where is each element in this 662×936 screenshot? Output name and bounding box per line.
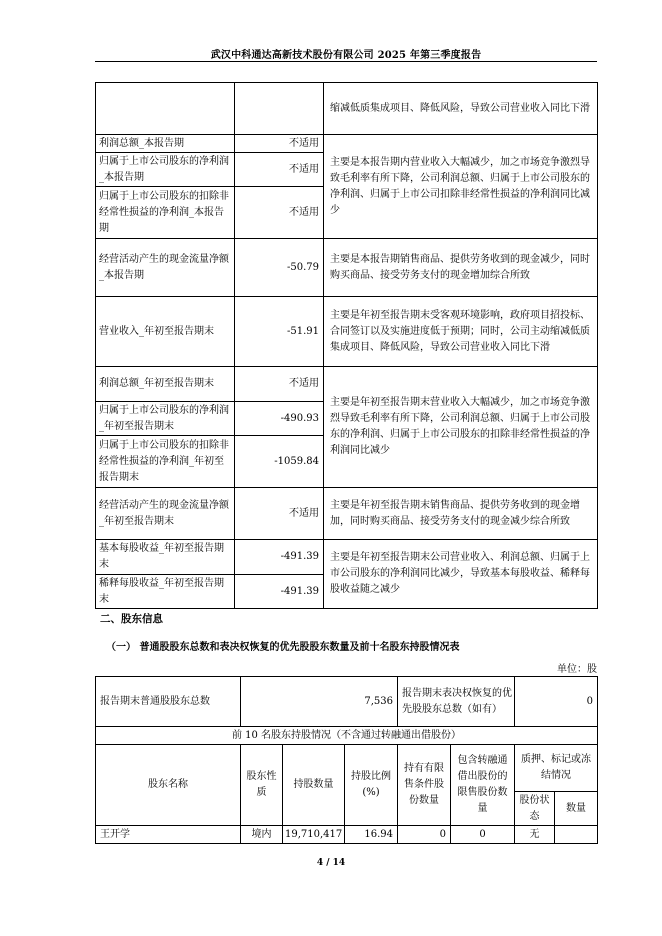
shareholder-pledge-qty <box>555 826 598 844</box>
preferred-shareholders-label: 报告期末表决权恢复的优先股股东总数（如有） <box>398 677 515 727</box>
table-row <box>96 83 598 135</box>
item-label: 归属于上市公司股东的净利润_年初至报告期末 <box>96 402 235 436</box>
item-label: 归属于上市公司股东的扣除非经常性损益的净利润_年初至报告期末 <box>96 436 235 488</box>
unit-label: 单位：股 <box>557 664 597 675</box>
change-reason: 主要是年初至报告期末营业收入大幅减少，加之市场竞争激烈导致毛利率有所下降，公司利润总额、归属于上市公司股东的净利润、归属于上市公司股东的扣除非经常性损益的净利润同比减少 <box>324 367 598 488</box>
table-row <box>96 297 598 367</box>
change-value: 不适用 <box>235 187 324 239</box>
change-value: 不适用 <box>235 367 324 402</box>
change-value: 不适用 <box>235 135 324 153</box>
item-label: 利润总额_年初至报告期末 <box>96 367 235 402</box>
item-label: 经营活动产生的现金流量净额_本报告期 <box>96 239 235 297</box>
shareholder-table <box>95 676 598 844</box>
change-value: -1059.84 <box>235 436 324 488</box>
change-reason-table <box>95 82 598 609</box>
change-value: -50.79 <box>235 239 324 297</box>
table-row <box>96 727 598 745</box>
item-label: 经营活动产生的现金流量净额_年初至报告期末 <box>96 488 235 540</box>
table-row <box>96 135 598 153</box>
change-reason: 缩减低质集成项目、降低风险，导致公司营业收入同比下滑 <box>324 83 598 135</box>
col-header-pledge-qty: 数量 <box>555 792 598 826</box>
change-value: -491.39 <box>235 575 324 609</box>
header-rule <box>95 61 597 62</box>
col-header-restricted: 持有有限售条件股份数量 <box>398 745 451 826</box>
shareholder-pledge-status: 无 <box>515 826 555 844</box>
table-row <box>96 239 598 297</box>
change-reason: 主要是年初至报告期末销售商品、提供劳务收到的现金增加，同时购买商品、接受劳务支付的现金减少综合所致 <box>324 488 598 540</box>
shareholder-name: 王开学 <box>96 826 241 844</box>
top10-title: 前 10 名股东持股情况（不含通过转融通出借股份） <box>96 727 598 745</box>
change-reason: 主要是本报告期内营业收入大幅减少，加之市场竞争激烈导致毛利率有所下降，公司利润总额、归属于上市公司股东的净利润、归属于上市公司扣除非经常性损益的净利润同比减少 <box>324 135 598 239</box>
item-label: 利润总额_本报告期 <box>96 135 235 153</box>
change-value <box>235 83 324 135</box>
change-value: -490.93 <box>235 402 324 436</box>
item-label: 营业收入_年初至报告期末 <box>96 297 235 367</box>
table-row <box>96 745 598 792</box>
change-value: -491.39 <box>235 540 324 575</box>
shareholder-lent: 0 <box>451 826 515 844</box>
change-value: -51.91 <box>235 297 324 367</box>
col-header-lent: 包含转融通借出股份的限售股份数量 <box>451 745 515 826</box>
shareholder-ratio: 16.94 <box>345 826 398 844</box>
item-label: 基本每股收益_年初至报告期末 <box>96 540 235 575</box>
col-header-pledge: 质押、标记或冻结情况 <box>515 745 598 792</box>
section-title: 二、股东信息 <box>100 613 163 625</box>
item-label <box>96 83 235 135</box>
col-header-pledge-status: 股份状态 <box>515 792 555 826</box>
shareholder-shares: 19,710,417 <box>283 826 345 844</box>
item-label: 稀释每股收益_年初至报告期末 <box>96 575 235 609</box>
table-row <box>96 367 598 402</box>
change-reason: 主要是年初至报告期末公司营业收入、利润总额、归属于上市公司股东的净利润同比减少，导致基本每股收益、稀释每股收益随之减少 <box>324 540 598 609</box>
item-label: 归属于上市公司股东的扣除非经常性损益的净利润_本报告期 <box>96 187 235 239</box>
col-header-nature: 股东性质 <box>241 745 283 826</box>
table-row <box>96 677 598 727</box>
total-shareholders-label: 报告期末普通股股东总数 <box>96 677 241 727</box>
col-header-ratio: 持股比例(%) <box>345 745 398 826</box>
change-reason: 主要是本报告期销售商品、提供劳务收到的现金减少，同时购买商品、接受劳务支付的现金增加综合所致 <box>324 239 598 297</box>
page-number: 4 / 14 <box>316 858 346 868</box>
table-row <box>96 488 598 540</box>
item-label: 归属于上市公司股东的净利润_本报告期 <box>96 153 235 187</box>
change-reason: 主要是年初至报告期末受客观环境影响，政府项目招投标、合同签订以及实施进度低于预期；同时，公司主动缩减低质集成项目、降低风险，导致公司营业收入同比下滑 <box>324 297 598 367</box>
shareholder-restricted: 0 <box>398 826 451 844</box>
table-row <box>96 826 598 844</box>
total-shareholders-value: 7,536 <box>241 677 398 727</box>
preferred-shareholders-value: 0 <box>515 677 598 727</box>
report-header: 武汉中科通达高新技术股份有限公司 2025 年第三季度报告 <box>210 50 482 61</box>
change-value: 不适用 <box>235 153 324 187</box>
col-header-shares: 持股数量 <box>283 745 345 826</box>
change-value: 不适用 <box>235 488 324 540</box>
subsection-title: （一） 普通股股东总数和表决权恢复的优先股股东数量及前十名股东持股情况表 <box>106 642 460 653</box>
table-row <box>96 540 598 575</box>
shareholder-nature: 境内 <box>241 826 283 844</box>
col-header-name: 股东名称 <box>96 745 241 826</box>
